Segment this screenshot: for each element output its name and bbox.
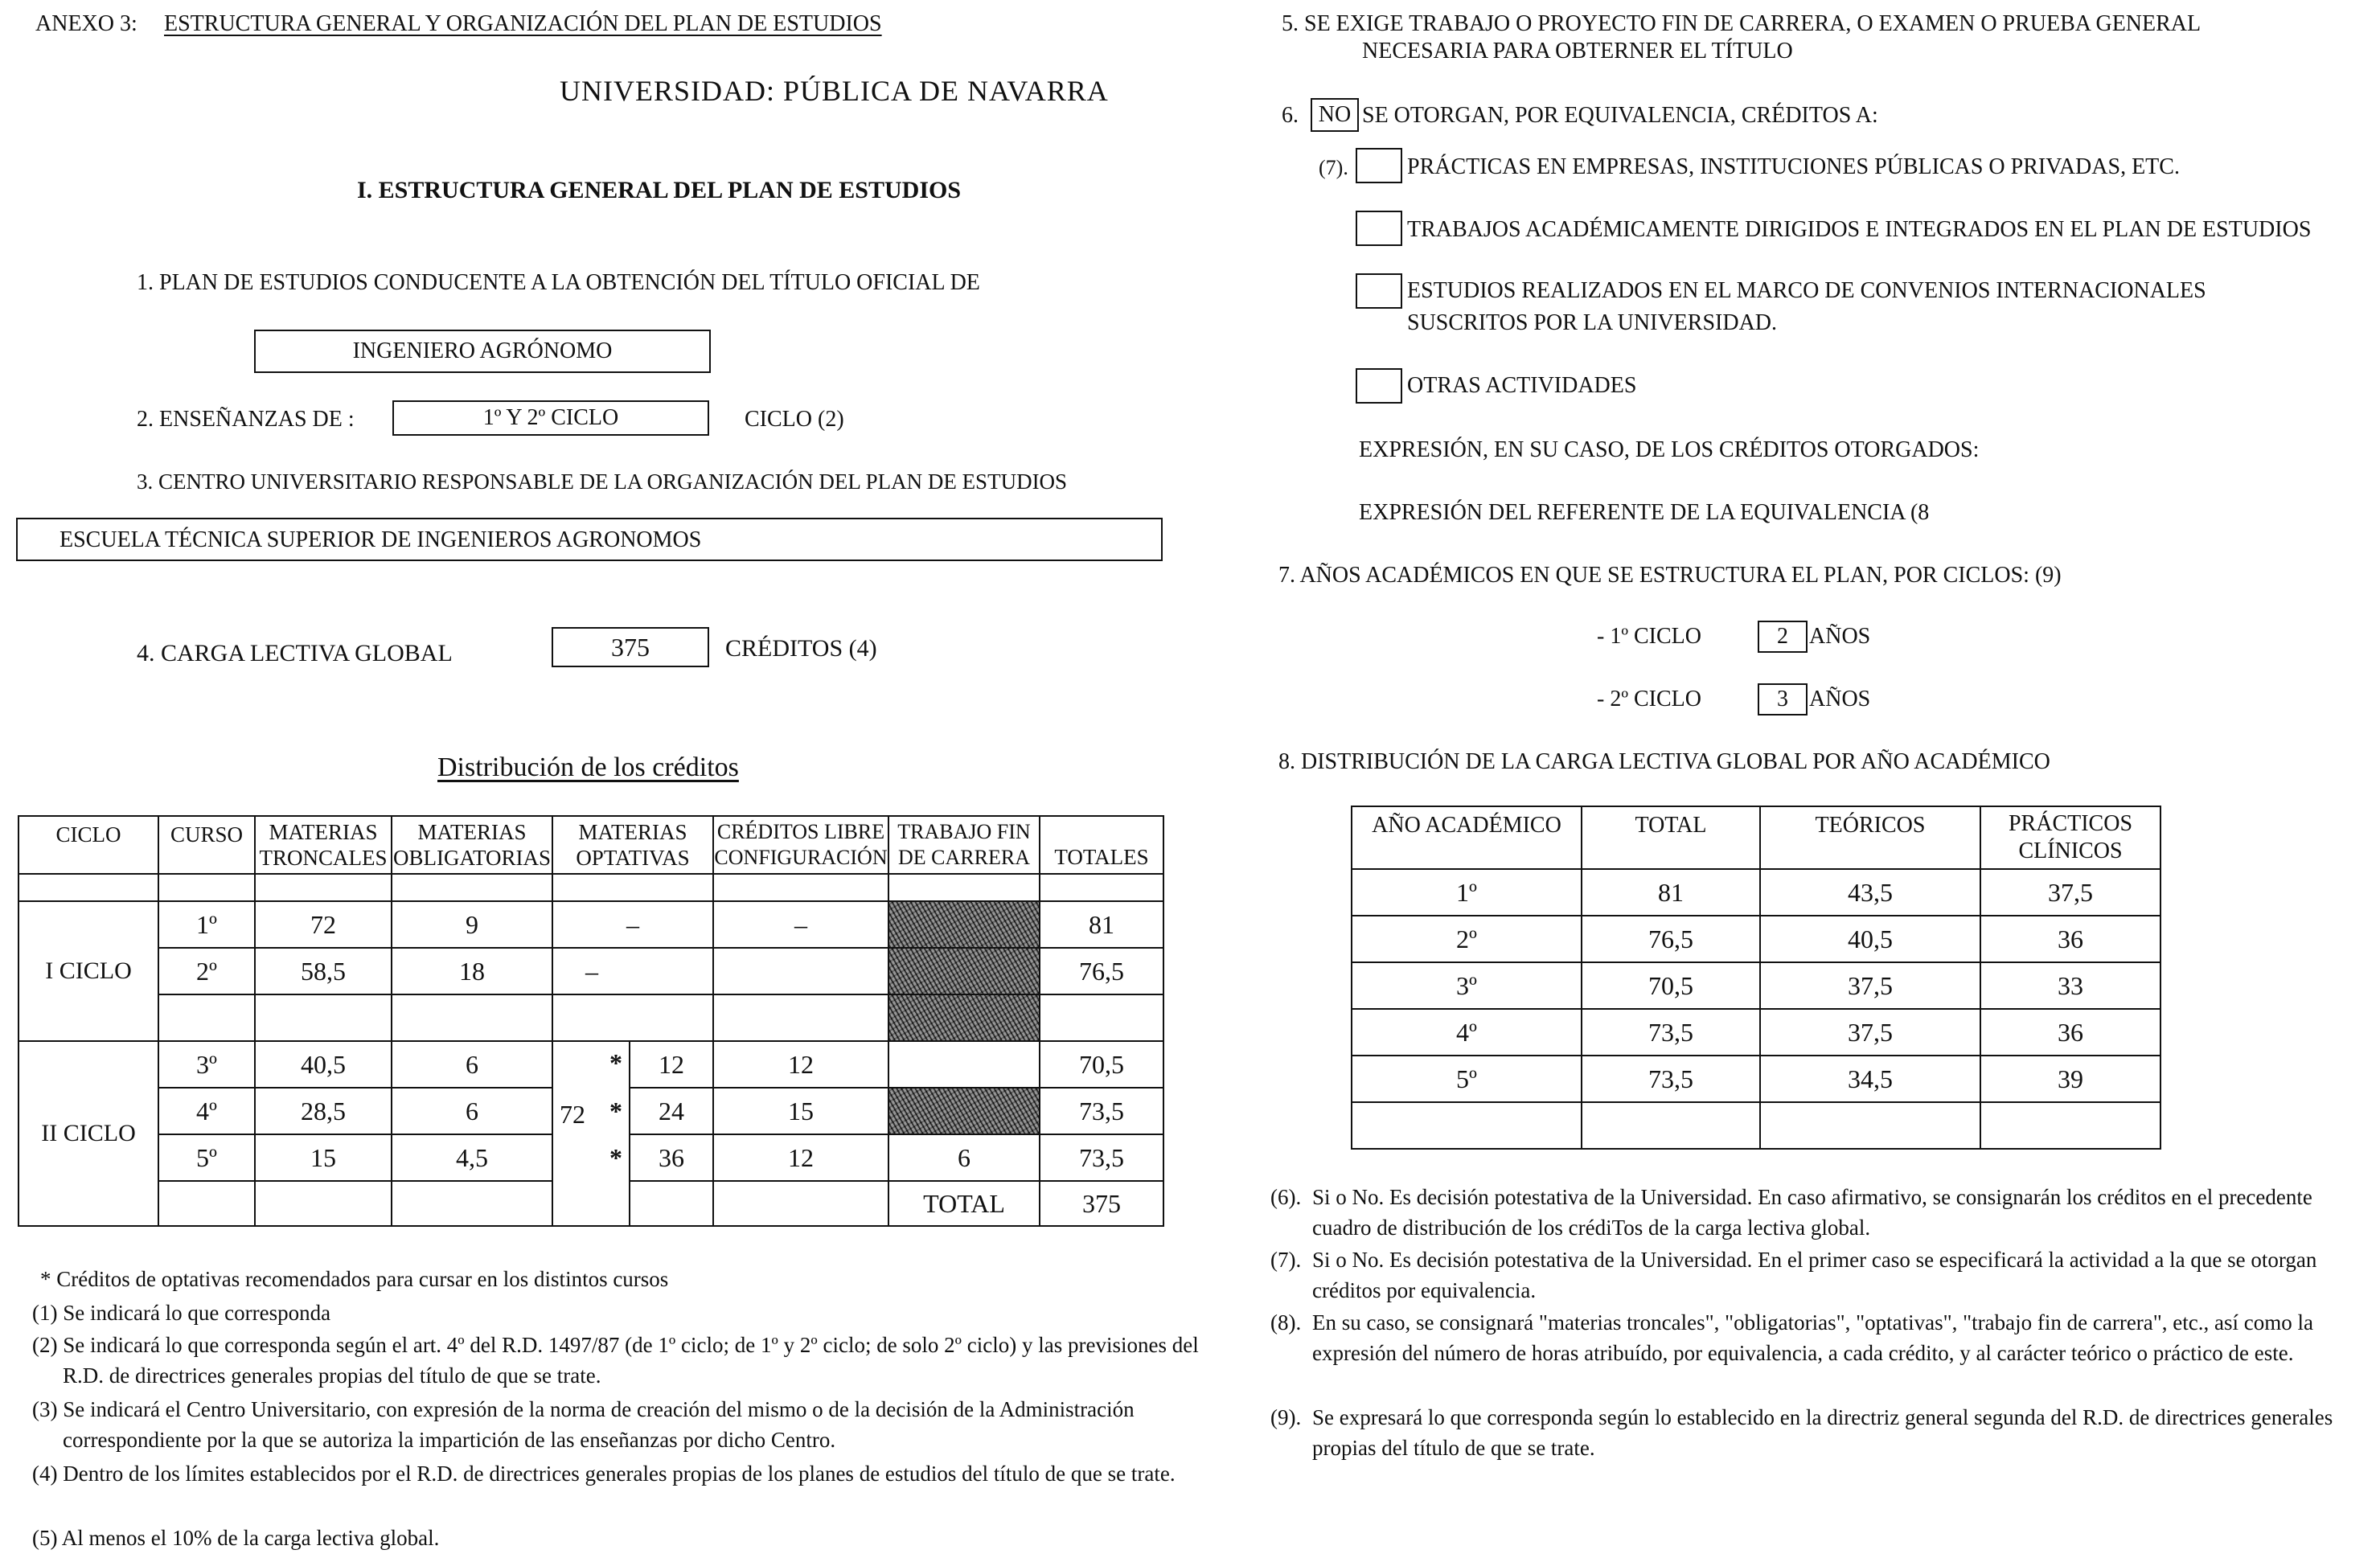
optativas-total <box>552 1041 630 1226</box>
option-practicas: PRÁCTICAS EN EMPRESAS, INSTITUCIONES PÚBLICAS O PRIVADAS, ETC. <box>1407 154 2180 179</box>
header-curso-text: CURSO <box>170 822 244 847</box>
option-convenios-line1: ESTUDIOS REALIZADOS EN EL MARCO DE CONVENIOS INTERNACIONALES <box>1407 278 2206 303</box>
header-obligatorias <box>392 816 552 874</box>
cell-optativas: – <box>552 948 713 994</box>
item-6-number: 6. <box>1282 103 1299 128</box>
table-row <box>1352 962 2160 1009</box>
cell-trabajo-shaded <box>888 1088 1040 1134</box>
cell-libre: 12 <box>713 1041 888 1088</box>
cell-curso: 4º <box>158 1088 255 1134</box>
dist-cell: 70,5 <box>1582 962 1760 1009</box>
center-value: ESCUELA TÉCNICA SUPERIOR DE INGENIEROS AGRONOMOS <box>60 527 702 552</box>
dist-cell: 39 <box>1980 1056 2160 1102</box>
header-optativas <box>552 816 713 874</box>
item-1-label: 1. PLAN DE ESTUDIOS CONDUCENTE A LA OBTENCIÓN DEL TÍTULO OFICIAL DE <box>137 270 980 295</box>
cell-curso: 1º <box>158 901 255 948</box>
cycle-1-years-box <box>1758 621 1808 653</box>
annex-label: ANEXO 3: <box>35 11 137 36</box>
footnote-4: (4) Dentro de los límites establecidos por el R.D. de directrices generales propias de los planes de estudios del título de que se trate. <box>32 1462 1176 1486</box>
item-2-suffix: CICLO (2) <box>745 407 844 432</box>
option-trabajos: TRABAJOS ACADÉMICAMENTE DIRIGIDOS E INTEGRADOS EN EL PLAN DE ESTUDIOS <box>1407 217 2312 242</box>
item-6-answer: NO <box>1318 102 1352 127</box>
distribution-table <box>1351 806 2161 1150</box>
dist-cell: 73,5 <box>1582 1056 1760 1102</box>
header-libre-text: CRÉDITOS LIBRE CONFIGURACIÓN <box>714 820 888 869</box>
cell-troncales: 28,5 <box>255 1088 392 1134</box>
dist-cell: 73,5 <box>1582 1009 1760 1056</box>
cell-optativas: – <box>552 901 713 948</box>
total-label: TOTAL <box>888 1181 1040 1226</box>
dist-header-year <box>1352 806 1582 869</box>
cycle-2-years-unit: AÑOS <box>1809 687 1871 711</box>
cell-curso: 5º <box>158 1134 255 1181</box>
cycle-2-years-label: - 2º CICLO <box>1597 687 1702 711</box>
table-row <box>1352 1056 2160 1102</box>
cell-totales: 76,5 <box>1040 948 1163 994</box>
cycle-1-years: 2 <box>1777 624 1788 649</box>
item-3-label: 3. CENTRO UNIVERSITARIO RESPONSABLE DE LA ORGANIZACIÓN DEL PLAN DE ESTUDIOS <box>137 469 1068 494</box>
cell-curso: 3º <box>158 1041 255 1088</box>
section-title: I. ESTRUCTURA GENERAL DEL PLAN DE ESTUDIOS <box>357 177 962 203</box>
total-value: 375 <box>1040 1181 1163 1226</box>
dist-header-practicos <box>1980 806 2160 869</box>
cell-obligatorias: 9 <box>392 901 552 948</box>
cell-trabajo-shaded <box>888 948 1040 994</box>
equivalence-expression: EXPRESIÓN DEL REFERENTE DE LA EQUIVALENCIA (8 <box>1359 500 1930 525</box>
dist-header-total <box>1582 806 1760 869</box>
star-4: * <box>609 1097 622 1125</box>
dist-cell: 37,5 <box>1760 1009 1980 1056</box>
dist-cell: 43,5 <box>1760 869 1980 916</box>
item-8-label: 8. DISTRIBUCIÓN DE LA CARGA LECTIVA GLOBAL POR AÑO ACADÉMICO <box>1278 749 2050 774</box>
table-row <box>18 901 1163 948</box>
cell-libre: 12 <box>713 1134 888 1181</box>
cycle-1-years-label: - 1º CICLO <box>1597 624 1702 649</box>
item-2-label: 2. ENSEÑANZAS DE : <box>137 407 355 432</box>
item-7-label: 7. AÑOS ACADÉMICOS EN QUE SE ESTRUCTURA EL PLAN, POR CICLOS: (9) <box>1278 563 2062 588</box>
dist-cell: 36 <box>1980 916 2160 962</box>
right-note-7-text: Si o No. Es decisión potestativa de la Universidad. En el primer caso se especificará la actividad a la que se otorgan créditos por equivalencia. <box>1312 1248 2317 1302</box>
dist-cell: 40,5 <box>1760 916 1980 962</box>
dist-header-teoricos <box>1760 806 1980 869</box>
footnote-star: * Créditos de optativas recomendados para cursar en los distintos cursos <box>40 1267 669 1291</box>
option-otras: OTRAS ACTIVIDADES <box>1407 373 1637 398</box>
cell-troncales: 58,5 <box>255 948 392 994</box>
footnote-2: (2) Se indicará lo que corresponda según el art. 4º del R.D. 1497/87 (de 1º ciclo; de 1º y 2º ciclo; de solo 2º ciclo) y las previsiones del R.D. de directrices generales propias del título de que se trate. <box>32 1333 1199 1388</box>
option-convenios-line2: SUSCRITOS POR LA UNIVERSIDAD. <box>1407 310 1778 335</box>
cell-trabajo-shaded <box>888 901 1040 948</box>
cell-troncales: 40,5 <box>255 1041 392 1088</box>
annex-title: ESTRUCTURA GENERAL Y ORGANIZACIÓN DEL PLAN DE ESTUDIOS <box>164 11 882 36</box>
header-ciclo <box>18 816 158 874</box>
dist-header-total-text: TOTAL <box>1635 813 1707 838</box>
cell-obligatorias: 18 <box>392 948 552 994</box>
dist-cell: 5º <box>1352 1056 1582 1102</box>
header-trabajo <box>888 816 1040 874</box>
cell-trabajo <box>888 1041 1040 1088</box>
cycle-2-label <box>18 1041 158 1226</box>
cycles-value: 1º Y 2º CICLO <box>482 405 619 430</box>
cycle-2-text: II CICLO <box>41 1120 136 1146</box>
table-row <box>1352 916 2160 962</box>
cell-obligatorias: 4,5 <box>392 1134 552 1181</box>
table-row <box>18 1041 1163 1088</box>
dist-cell: 4º <box>1352 1009 1582 1056</box>
right-note-8-text: En su caso, se consignará "materias troncales", "obligatorias", "optativas", "trabajo fin de carrera", etc., así como la expresión del número de horas atribuído, por equivalencia, a cada crédito, y al carácter teórico o práctico de este. <box>1312 1310 2313 1365</box>
right-note-6 <box>1270 1182 2364 1243</box>
optativas-total-value: 72 <box>560 1100 585 1129</box>
right-note-6-text: Si o No. Es decisión potestativa de la Universidad. En caso afirmativo, se consignarán los créditos en el precedente cuadro de distribución de los crédiTos de la carga lectiva global. <box>1312 1185 2312 1240</box>
cycle-1-years-unit: AÑOS <box>1809 624 1871 649</box>
cell-trabajo-shaded <box>888 994 1040 1041</box>
center-box <box>16 518 1163 561</box>
footnote-5: (5) Al menos el 10% de la carga lectiva global. <box>32 1526 440 1550</box>
credits-table <box>18 815 1164 1227</box>
star-3: * <box>609 1048 622 1077</box>
cell-troncales: 72 <box>255 901 392 948</box>
cell-troncales: 15 <box>255 1134 392 1181</box>
header-obligatorias-text: MATERIAS OBLIGATORIAS <box>392 820 551 870</box>
header-libre <box>713 816 888 874</box>
degree-value: INGENIERO AGRÓNOMO <box>352 338 613 363</box>
cell-obligatorias: 6 <box>392 1088 552 1134</box>
checkbox-otras[interactable] <box>1356 368 1402 404</box>
dist-header-year-text: AÑO ACADÉMICO <box>1372 813 1561 838</box>
dist-cell: 34,5 <box>1760 1056 1980 1102</box>
dist-cell: 1º <box>1352 869 1582 916</box>
cell-optativas: 24 <box>630 1088 713 1134</box>
cell-libre: 15 <box>713 1088 888 1134</box>
cell-libre: – <box>713 901 888 948</box>
item-5-label: 5. SE EXIGE TRABAJO O PROYECTO FIN DE CARRERA, O EXAMEN O PRUEBA GENERAL <box>1282 11 2202 36</box>
footnote-1: (1) Se indicará lo que corresponda <box>32 1301 331 1325</box>
item-5-continuation: NECESARIA PARA OBTERNER EL TÍTULO <box>1362 39 1793 64</box>
cycles-box <box>392 400 709 436</box>
dist-cell: 33 <box>1980 962 2160 1009</box>
right-note-9-text: Se expresará lo que corresponda según lo establecido en la directriz general segunda del R.D. de directrices generales propias del título de que se trate. <box>1312 1405 2333 1460</box>
right-note-8-num: (8). <box>1270 1310 1302 1335</box>
load-box <box>552 627 709 667</box>
cell-optativas: 36 <box>630 1134 713 1181</box>
cycle-1-text: I CICLO <box>45 957 132 984</box>
checkbox-convenios[interactable] <box>1356 273 1402 309</box>
table-row <box>18 948 1163 994</box>
cycle-1-label <box>18 901 158 1041</box>
load-value: 375 <box>611 632 650 662</box>
cell-totales: 81 <box>1040 901 1163 948</box>
right-note-9-num: (9). <box>1270 1405 1302 1429</box>
right-note-7-num: (7). <box>1270 1248 1302 1272</box>
checkbox-trabajos[interactable] <box>1356 211 1402 246</box>
option-prefix: (7). <box>1319 156 1348 179</box>
right-note-9 <box>1270 1402 2364 1463</box>
right-note-6-num: (6). <box>1270 1185 1302 1209</box>
star-5: * <box>609 1143 622 1172</box>
header-troncales <box>255 816 392 874</box>
cell-totales: 73,5 <box>1040 1134 1163 1181</box>
header-optativas-text: MATERIAS OPTATIVAS <box>576 820 690 870</box>
dist-cell: 37,5 <box>1980 869 2160 916</box>
checkbox-practicas[interactable] <box>1356 148 1402 183</box>
dist-cell: 37,5 <box>1760 962 1980 1009</box>
credits-title: Distribución de los créditos <box>437 752 739 782</box>
cycle-2-years: 3 <box>1777 687 1788 711</box>
dist-header-teoricos-text: TEÓRICOS <box>1815 813 1926 838</box>
item-4-suffix: CRÉDITOS (4) <box>725 635 877 662</box>
cell-trabajo: 6 <box>888 1134 1040 1181</box>
dist-cell: 76,5 <box>1582 916 1760 962</box>
table-row <box>1352 1009 2160 1056</box>
cell-libre <box>713 948 888 994</box>
right-note-8 <box>1270 1307 2364 1368</box>
table-row <box>1352 869 2160 916</box>
header-totales <box>1040 816 1163 874</box>
item-6-answer-box <box>1311 98 1359 132</box>
right-note-7 <box>1270 1244 2364 1306</box>
dist-header-practicos-text: PRÁCTICOS CLÍNICOS <box>2008 811 2133 863</box>
cell-obligatorias: 6 <box>392 1041 552 1088</box>
credits-expression: EXPRESIÓN, EN SU CASO, DE LOS CRÉDITOS OTORGADOS: <box>1359 437 1980 462</box>
cell-optativas: 12 <box>630 1041 713 1088</box>
dist-cell: 3º <box>1352 962 1582 1009</box>
dist-cell: 2º <box>1352 916 1582 962</box>
item-6-label: SE OTORGAN, POR EQUIVALENCIA, CRÉDITOS A: <box>1362 103 1878 128</box>
header-trabajo-text: TRABAJO FIN DE CARRERA <box>897 820 1031 869</box>
degree-box <box>254 330 711 373</box>
dist-cell: 81 <box>1582 869 1760 916</box>
university-name: UNIVERSIDAD: PÚBLICA DE NAVARRA <box>560 75 1109 107</box>
footnote-3: (3) Se indicará el Centro Universitario, con expresión de la norma de creación del mismo o de la decisión de la Administración correspondiente por la que se autoriza la impartición de las enseñanzas por dicho Centro. <box>32 1397 1135 1452</box>
dist-cell: 36 <box>1980 1009 2160 1056</box>
header-curso <box>158 816 255 874</box>
header-totales-text: TOTALES <box>1054 845 1149 869</box>
cell-totales: 73,5 <box>1040 1088 1163 1134</box>
cycle-2-years-box <box>1758 683 1808 715</box>
header-ciclo-text: CICLO <box>55 822 121 847</box>
item-4-label: 4. CARGA LECTIVA GLOBAL <box>137 640 453 666</box>
cell-totales: 70,5 <box>1040 1041 1163 1088</box>
header-troncales-text: MATERIAS TRONCALES <box>259 820 388 870</box>
cell-curso: 2º <box>158 948 255 994</box>
